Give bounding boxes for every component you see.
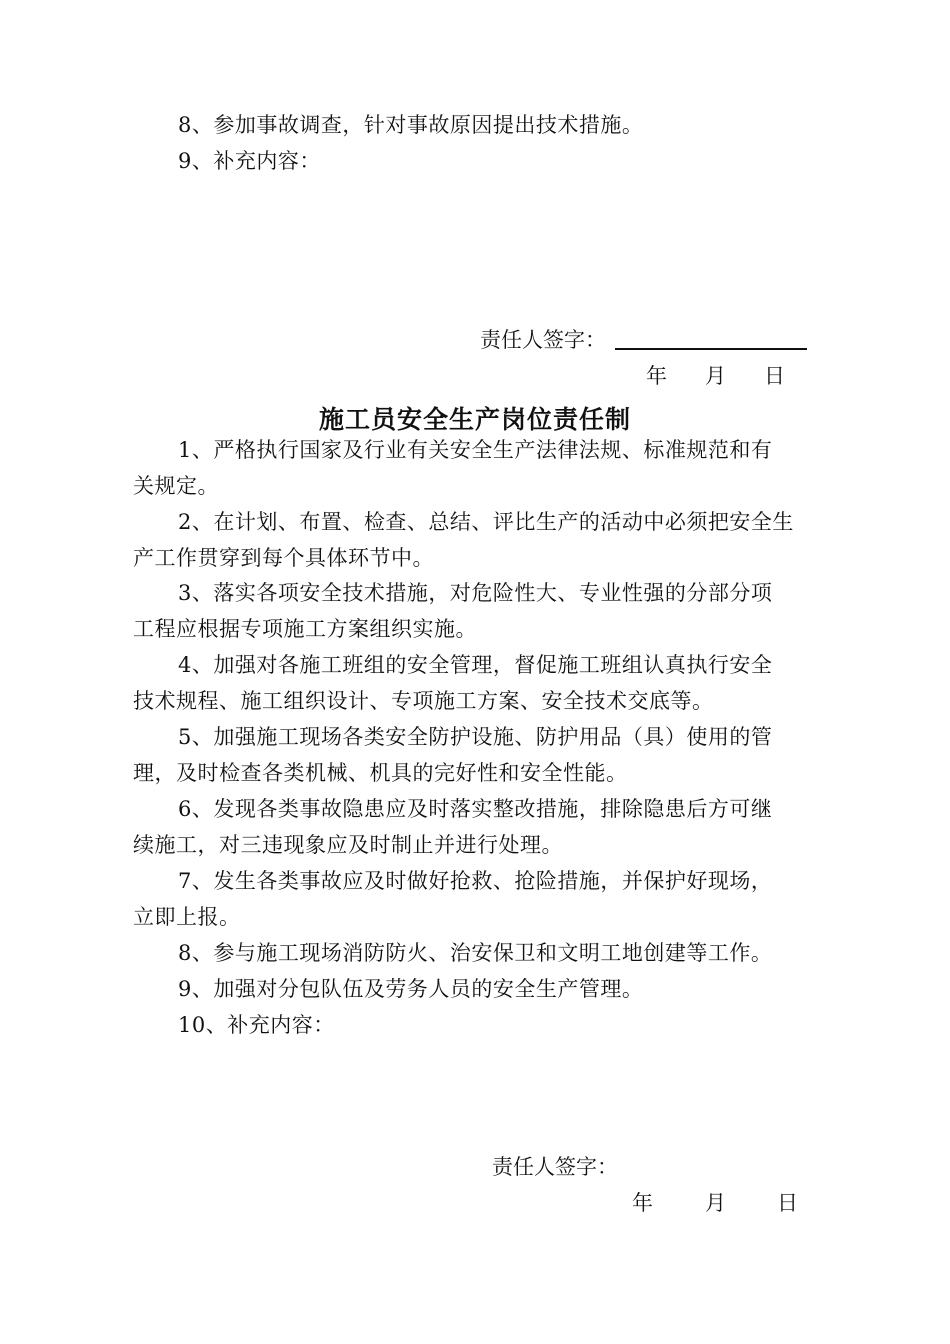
item-3-line-2: 工程应根据专项施工方案组织实施。 [133,617,477,641]
item-8-fire-security: 8、参与施工现场消防防火、治安保卫和文明工地创建等工作。 [178,941,773,965]
date-year: 年 [646,364,667,388]
page-title: 施工员安全生产岗位责任制 [318,405,631,434]
item-4-line-2: 技术规程、施工组织设计、专项施工方案、安全技术交底等。 [133,689,714,713]
item-1-line-2: 关规定。 [133,474,219,498]
signature-label: 责任人签字： [480,328,606,352]
item-8-accident-investigation: 8、参加事故调查，针对事故原因提出技术措施。 [178,113,644,137]
date-month: 月 [705,1191,726,1215]
item-6-line-2: 续施工，对三违现象应及时制止并进行处理。 [133,833,563,857]
item-5-line-2: 理，及时检查各类机械、机具的完好性和安全性能。 [133,761,628,785]
date-month: 月 [705,364,726,388]
item-4-line-1: 4、加强对各施工班组的安全管理，督促施工班组认真执行安全 [178,653,773,677]
item-10-supplement: 10、补充内容： [178,1013,335,1037]
item-7-line-2: 立即上报。 [133,905,241,929]
item-7-line-1: 7、发生各类事故应及时做好抢救、抢险措施，并保护好现场， [178,869,773,893]
signature-line [615,348,807,350]
item-3-line-1: 3、落实各项安全技术措施，对危险性大、专业性强的分部分项 [178,581,773,605]
item-2-line-2: 产工作贯穿到每个具体环节中。 [133,546,434,570]
signature-label: 责任人签字： [492,1155,618,1179]
item-2-line-1: 2、在计划、布置、检查、总结、评比生产的活动中必须把安全生 [178,510,794,534]
item-1-line-1: 1、严格执行国家及行业有关安全生产法律法规、标准规范和有 [178,438,773,462]
item-6-line-1: 6、发现各类事故隐患应及时落实整改措施，排除隐患后方可继 [178,797,773,821]
date-year: 年 [632,1191,653,1215]
date-day: 日 [764,364,785,388]
item-5-line-1: 5、加强施工现场各类安全防护设施、防护用品（具）使用的管 [178,725,773,749]
item-9-supplement: 9、补充内容： [178,149,321,173]
item-9-subcontract-management: 9、加强对分包队伍及劳务人员的安全生产管理。 [178,977,644,1001]
date-day: 日 [777,1191,798,1215]
